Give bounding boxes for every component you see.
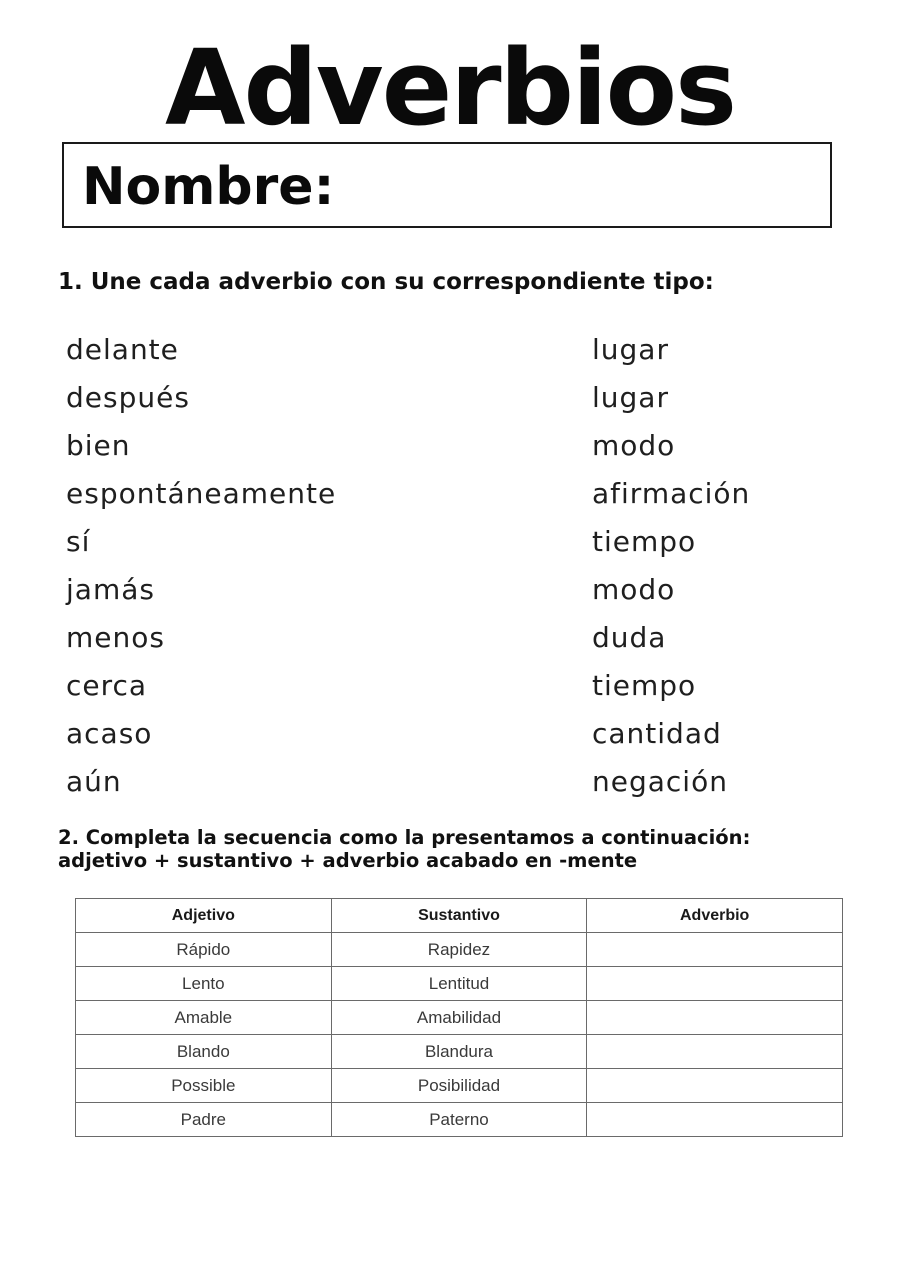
worksheet-title: Adverbios <box>165 27 735 149</box>
sequence-table <box>75 898 843 1137</box>
header-adjetivo: Adjetivo <box>76 899 332 933</box>
type-item[interactable]: modo <box>592 429 676 462</box>
cell-adverbio-answer[interactable] <box>587 1069 843 1103</box>
table-row <box>76 1103 843 1137</box>
cell-sustantivo: Lentitud <box>331 967 587 1001</box>
adverb-item[interactable]: acaso <box>66 717 153 750</box>
adverb-item[interactable]: cerca <box>66 669 148 702</box>
type-item[interactable]: lugar <box>592 333 669 366</box>
table-header-row <box>76 899 843 933</box>
type-item[interactable]: tiempo <box>592 525 697 558</box>
table-row <box>76 1035 843 1069</box>
name-label: Nombre: <box>82 157 335 217</box>
type-item[interactable]: negación <box>592 765 728 798</box>
header-sustantivo: Sustantivo <box>331 899 587 933</box>
adverb-item[interactable]: sí <box>66 525 91 558</box>
adverb-item[interactable]: delante <box>66 333 179 366</box>
cell-adverbio-answer[interactable] <box>587 1035 843 1069</box>
cell-sustantivo: Amabilidad <box>331 1001 587 1035</box>
cell-sustantivo: Blandura <box>331 1035 587 1069</box>
exercise2-instruction-line1: 2. Completa la secuencia como la presentamos a continuación: <box>58 826 751 849</box>
table-row <box>76 1001 843 1035</box>
exercise2-instruction-line2: adjetivo + sustantivo + adverbio acabado en -mente <box>58 849 638 872</box>
cell-adjetivo: Amable <box>76 1001 332 1035</box>
type-item[interactable]: cantidad <box>592 717 722 750</box>
table-row <box>76 967 843 1001</box>
exercise1-instruction: 1. Une cada adverbio con su correspondiente tipo: <box>58 269 714 295</box>
exercise2-instruction <box>58 826 750 872</box>
adverb-item[interactable]: menos <box>66 621 165 654</box>
cell-adverbio-answer[interactable] <box>587 1103 843 1137</box>
cell-adjetivo: Rápido <box>76 933 332 967</box>
header-adverbio: Adverbio <box>587 899 843 933</box>
type-item[interactable]: tiempo <box>592 669 697 702</box>
adverb-item[interactable]: espontáneamente <box>66 477 337 510</box>
type-item[interactable]: lugar <box>592 381 669 414</box>
cell-sustantivo: Rapidez <box>331 933 587 967</box>
name-field[interactable] <box>62 142 832 228</box>
table-row <box>76 933 843 967</box>
cell-adverbio-answer[interactable] <box>587 967 843 1001</box>
cell-adverbio-answer[interactable] <box>587 1001 843 1035</box>
adverb-item[interactable]: después <box>66 381 190 414</box>
type-item[interactable]: duda <box>592 621 667 654</box>
adverb-item[interactable]: aún <box>66 765 122 798</box>
cell-sustantivo: Posibilidad <box>331 1069 587 1103</box>
cell-adjetivo: Lento <box>76 967 332 1001</box>
cell-sustantivo: Paterno <box>331 1103 587 1137</box>
cell-adjetivo: Padre <box>76 1103 332 1137</box>
type-item[interactable]: modo <box>592 573 676 606</box>
cell-adjetivo: Possible <box>76 1069 332 1103</box>
type-item[interactable]: afirmación <box>592 477 751 510</box>
adverb-item[interactable]: jamás <box>66 573 155 606</box>
table-row <box>76 1069 843 1103</box>
cell-adverbio-answer[interactable] <box>587 933 843 967</box>
adverb-item[interactable]: bien <box>66 429 131 462</box>
cell-adjetivo: Blando <box>76 1035 332 1069</box>
